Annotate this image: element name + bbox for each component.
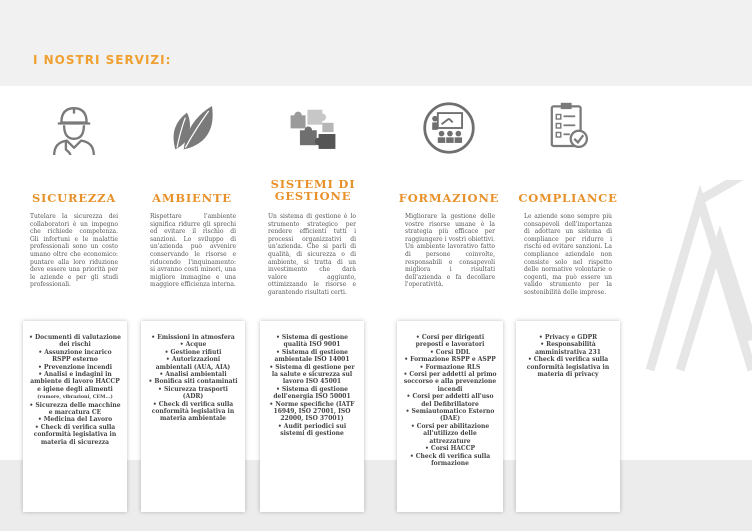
service-title: SICUREZZA	[31, 191, 117, 205]
list-item: • Responsabilità amministrativa 231	[535, 341, 601, 356]
list-item: • Corsi per dirigenti preposti e lavoratori	[415, 334, 485, 349]
service-title: COMPLIANCE	[518, 191, 618, 205]
list-item: • Privacy e GDPR	[538, 334, 598, 341]
list-item: • Sicurezza delle macchine e marcatura CE	[29, 401, 121, 417]
list-item: • Corsi per addetti al primo soccorso e alla prevenzione incendi	[403, 371, 497, 393]
service-title: AMBIENTE	[152, 191, 232, 205]
list-item: • Gestione rifiuti	[164, 348, 222, 356]
list-item: • Assunzione incarico RSPP esterno	[38, 348, 112, 364]
list-item: • Analisi e indagini in ambiente di lavoro HACCP e igiene degli alimenti	[30, 371, 120, 393]
list-item: • Prevenzione incendi	[38, 363, 112, 371]
services-card-sicurezza	[23, 321, 127, 512]
list-item: • Sicurezza trasporti (ADR)	[158, 385, 228, 401]
list-item: • Sistema di gestione qualità ISO 9001	[275, 334, 348, 349]
page-title: I NOSTRI SERVIZI:	[33, 53, 172, 67]
list-item: • Analisi ambientali	[159, 371, 227, 379]
services-card-sistemi-gestione	[260, 321, 364, 512]
service-description: Le aziende sono sempre più consapevoli dell'importanza di adottare un sistema di compliance per ridurre i rischi ed evitare sanzioni. La compliance aziendale non consiste solo nel rispetto delle normative volontarie o cogenti, ma può essere un valido strumento per la sostenibilità delle imprese.	[524, 213, 612, 296]
list-item: • Acque	[179, 341, 207, 349]
list-item: • Corsi per addetti all'uso del Defibrillatore	[406, 393, 494, 408]
checklist-icon	[541, 100, 595, 156]
service-description: Rispettare l'ambiente significa ridurre gli sprechi ed evitare il rischio di sanzioni. Lo sviluppo di un'azienda può avvenire conservando le risorse e riducendo l'inquinamento: si avranno costi minori, una migliore immagine e una maggiore efficienza interna.	[150, 213, 236, 289]
list-item: • Corsi HACCP	[425, 445, 475, 453]
service-description: Tutelare la sicurezza dei collaboratori è un impegno che richiede competenza. Gli infortuni e le malattie professionali sono un costo umano oltre che economico: puntare alla loro riduzione deve essere una priorità per le aziende e per gli studi professionali.	[30, 213, 118, 289]
training-icon	[421, 100, 477, 156]
list-item: • Corsi DDL	[429, 348, 471, 356]
list-item: • Medicina del Lavoro	[37, 416, 113, 424]
list-item: • Audit periodici sui sistemi di gestione	[277, 422, 347, 438]
list-item: • Emissioni in atmosfera	[151, 334, 235, 341]
list-item: • Check di verifica sulla conformità legislativa in materia di sicurezza	[33, 423, 117, 446]
list-item-note: (rumore, vibrazioni, CEM...)	[37, 394, 113, 401]
service-title: SISTEMI DI GESTIONE	[270, 177, 356, 203]
list-item: • Check di verifica sulla conformità legislativa in materia ambientale	[151, 400, 235, 423]
list-item: • Norme specifiche (IATF 16949, ISO 27001, ISO 22000, ISO 37001)	[269, 400, 355, 423]
services-card-ambiente	[141, 321, 245, 512]
service-description: Un sistema di gestione è lo strumento strategico per rendere efficienti tutti i processi organizzativi di un'azienda. Che si parli di qualità, di sicurezza o di ambiente, si tratta di un investimento che darà valore aggiunto, ottimizzando le risorse e garantendo risultati certi.	[268, 213, 356, 296]
list-item: • Formazione RLS	[419, 363, 481, 371]
leaf-icon	[167, 100, 217, 152]
worker-icon	[47, 100, 101, 156]
list-item: • Check di verifica sulla formazione	[409, 452, 491, 467]
list-item: • Bonifica siti contaminati	[148, 378, 238, 386]
list-item	[29, 393, 121, 401]
list-item: • Semiautomatico Esterno (DAE)	[405, 408, 495, 423]
list-item: • Check di verifica sulla conformità legislativa in materia di privacy	[526, 356, 610, 379]
list-item: • Sistema di gestione per la salute e sicurezza sul lavoro ISO 45001	[269, 363, 355, 386]
services-card-formazione	[397, 321, 503, 512]
services-card-compliance	[516, 321, 620, 512]
header-band	[0, 0, 752, 86]
service-description: Migliorare la gestione delle vostre risorse umane è la strategia più efficace per raggiungere i vostri obiettivi. Un ambiente lavorativo fatto di persone coinvolte, responsabili e consapevoli migliora i risultati dell'azienda e fa decollare l'operatività.	[405, 213, 495, 289]
list-item: • Corsi per abilitazione all'utilizzo delle attrezzature	[410, 422, 490, 445]
service-title: FORMAZIONE	[398, 191, 500, 205]
brand-watermark	[640, 180, 752, 380]
list-item: • Sistema di gestione ambientale ISO 14001	[274, 348, 350, 364]
list-item: • Documenti di valutazione dei rischi	[29, 334, 121, 349]
list-item: • Autorizzazioni ambientali (AUA, AIA)	[155, 356, 231, 371]
list-item: • Formazione RSPP e ASPP	[404, 356, 496, 364]
puzzle-icon	[283, 106, 343, 162]
list-item: • Sistema di gestione dell'energia ISO 50001	[273, 385, 351, 401]
